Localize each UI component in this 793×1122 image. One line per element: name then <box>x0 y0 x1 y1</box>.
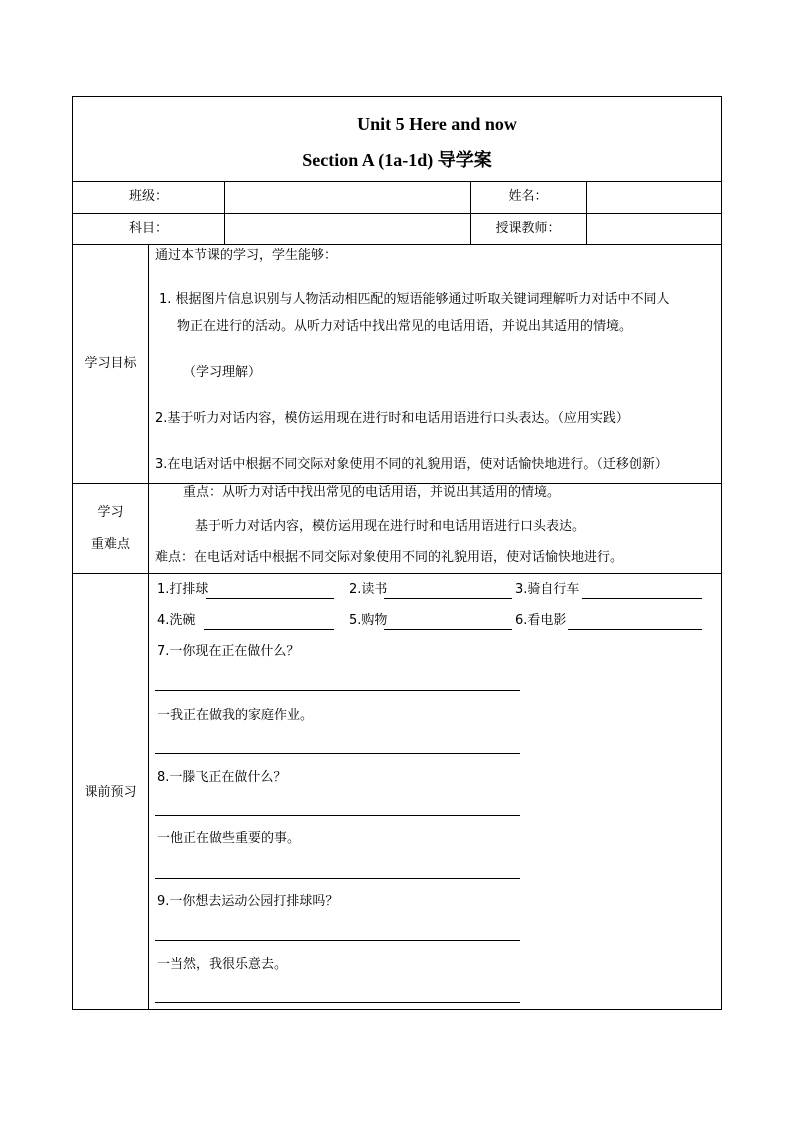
reply-7: 一我正在做我的家庭作业。 <box>157 708 314 723</box>
name-label: 姓名： <box>508 189 548 204</box>
objectives-intro: 通过本节课的学习，学生能够： <box>155 248 338 263</box>
subject-label: 科目： <box>128 221 168 236</box>
class-label: 班级： <box>128 189 168 204</box>
objective-2: 2.基于听力对话内容，模仿运用现在进行时和电话用语进行口头表达。（应用实践） <box>155 411 629 426</box>
objective-1-line2: 物正在进行的活动。从听力对话中找出常见的电话用语，并说出其适用的情境。 <box>177 319 633 334</box>
keypoints-label-line1: 学习 <box>97 505 124 520</box>
phrase-3: 3.骑自行车 <box>515 582 580 597</box>
question-8: 8.一滕飞正在做什么？ <box>157 770 287 785</box>
title-line1: Unit 5 Here and now <box>357 114 517 134</box>
phrase-2: 2.读书 <box>349 582 388 597</box>
phrase-5: 5.购物 <box>349 613 388 628</box>
objective-3: 3.在电话对话中根据不同交际对象使用不同的礼貌用语，使对话愉快地进行。（迁移创新） <box>155 457 668 472</box>
question-7: 7.一你现在正在做什么？ <box>157 644 300 659</box>
reply-9-line[interactable] <box>155 1002 520 1003</box>
phrase-6: 6.看电影 <box>515 613 567 628</box>
rule-objectives <box>73 483 721 484</box>
preview-label: 课前预习 <box>84 785 137 800</box>
objectives-label: 学习目标 <box>84 356 137 371</box>
rule-header <box>73 181 721 182</box>
reply-9: 一当然，我很乐意去。 <box>157 957 288 972</box>
phrase-1: 1.打排球 <box>157 582 209 597</box>
answer-9-line[interactable] <box>155 940 520 941</box>
answer-7-line[interactable] <box>155 690 520 691</box>
worksheet-table <box>72 96 722 1010</box>
phrase-2-blank[interactable] <box>384 598 512 599</box>
reply-8: 一他正在做些重要的事。 <box>157 831 301 846</box>
question-9: 9.一你想去运动公园打排球吗？ <box>157 894 339 909</box>
keypoints-label-line2: 重难点 <box>90 537 130 552</box>
info-divider-1 <box>224 181 225 244</box>
rule-info1 <box>73 213 721 214</box>
teacher-label: 授课教师： <box>495 221 561 236</box>
rule-info2 <box>73 244 721 245</box>
key-focus-2: 基于听力对话内容，模仿运用现在进行时和电话用语进行口头表达。 <box>195 519 586 534</box>
phrase-1-blank[interactable] <box>206 598 334 599</box>
phrase-4: 4.洗碗 <box>157 613 196 628</box>
phrase-3-blank[interactable] <box>582 598 702 599</box>
phrase-6-blank[interactable] <box>568 629 702 630</box>
rule-keypoints <box>73 573 721 574</box>
phrase-5-blank[interactable] <box>384 629 512 630</box>
title-line2: Section A (1a-1d) 导学案 <box>302 150 492 170</box>
objective-1-line1: 1. 根据图片信息识别与人物活动相匹配的短语能够通过听取关键词理解听力对话中不同人 <box>159 292 670 307</box>
objective-1-tag: （学习理解） <box>183 365 262 380</box>
answer-8-line[interactable] <box>155 815 520 816</box>
key-focus-1: 重点：从听力对话中找出常见的电话用语，并说出其适用的情境。 <box>183 485 561 500</box>
label-column-divider <box>148 244 149 1010</box>
info-divider-3 <box>586 181 587 244</box>
reply-8-line[interactable] <box>155 878 520 879</box>
phrase-4-blank[interactable] <box>204 629 334 630</box>
key-difficulty: 难点：在电话对话中根据不同交际对象使用不同的礼貌用语，使对话愉快地进行。 <box>155 550 624 565</box>
reply-7-line[interactable] <box>155 753 520 754</box>
